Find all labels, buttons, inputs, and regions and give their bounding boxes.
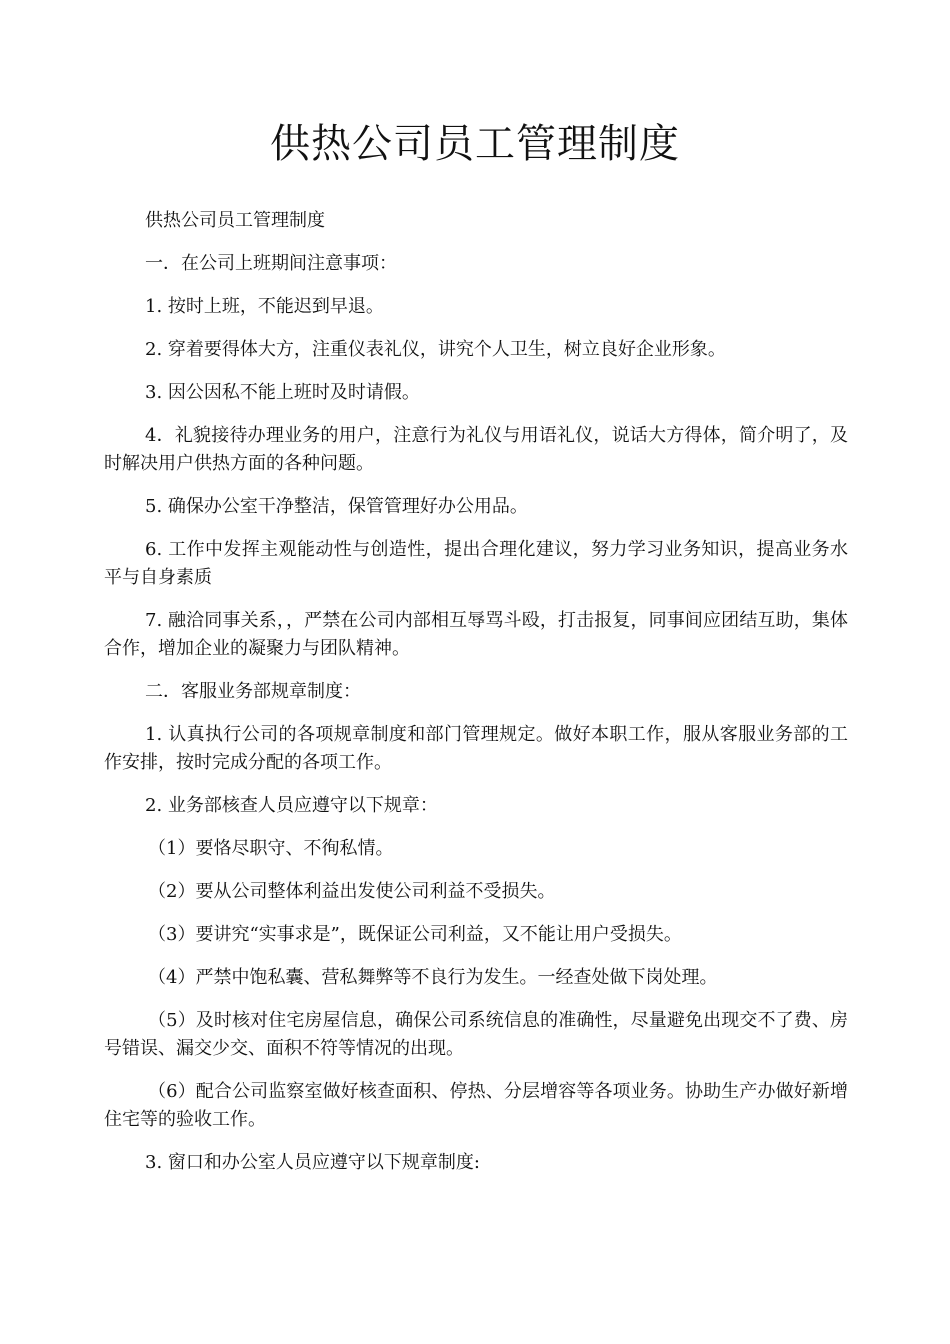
paragraph-item-1-4: 4．礼貌接待办理业务的用户，注意行为礼仪与用语礼仪，说话大方得体，简介明了，及时解决用户供热方面的各种问题。 xyxy=(104,425,848,474)
page-title: 供热公司员工管理制度 xyxy=(270,121,680,167)
paragraph-item-1-2: 2. 穿着要得体大方，注重仪表礼仪，讲究个人卫生，树立良好企业形象。 xyxy=(145,339,726,360)
paragraph-subitem-2: （2）要从公司整体利益出发使公司利益不受损失。 xyxy=(148,881,556,902)
paragraph-item-2-2: 2. 业务部核查人员应遵守以下规章： xyxy=(145,795,438,816)
paragraph-item-1-7: 7. 融洽同事关系，，严禁在公司内部相互辱骂斗殴，打击报复，同事间应团结互助，集体合作，增加企业的凝聚力与团队精神。 xyxy=(104,610,848,659)
paragraph-subitem-1: （1）要恪尽职守、不徇私情。 xyxy=(148,838,394,859)
paragraph-section-1-heading: 一．在公司上班期间注意事项： xyxy=(145,253,397,274)
paragraph-subitem-4: （4）严禁中饱私囊、营私舞弊等不良行为发生。一经查处做下岗处理。 xyxy=(148,967,718,988)
paragraph-item-2-1: 1. 认真执行公司的各项规章制度和部门管理规定。做好本职工作，服从客服业务部的工作安排，按时完成分配的各项工作。 xyxy=(104,724,848,773)
paragraph-item-1-5: 5. 确保办公室干净整洁，保管管理好办公用品。 xyxy=(145,496,528,517)
document-body xyxy=(104,207,848,1192)
paragraph-subitem-5: （5）及时核对住宅房屋信息，确保公司系统信息的准确性，尽量避免出现交不了费、房号错误、漏交少交、面积不符等情况的出现。 xyxy=(104,1010,848,1059)
paragraph-doc-heading: 供热公司员工管理制度 xyxy=(145,210,325,231)
paragraph-item-1-3: 3. 因公因私不能上班时及时请假。 xyxy=(145,382,420,403)
paragraph-item-2-3: 3. 窗口和办公室人员应遵守以下规章制度: xyxy=(145,1152,480,1173)
paragraph-item-1-1: 1. 按时上班，不能迟到早退。 xyxy=(145,296,384,317)
paragraph-item-1-6: 6. 工作中发挥主观能动性与创造性，提出合理化建议，努力学习业务知识，提高业务水平与自身素质 xyxy=(104,539,848,588)
paragraph-section-2-heading: 二．客服业务部规章制度： xyxy=(145,681,361,702)
paragraph-subitem-3: （3）要讲究“实事求是”，既保证公司利益，又不能让用户受损失。 xyxy=(148,924,682,945)
paragraph-subitem-6: （6）配合公司监察室做好核查面积、停热、分层增容等各项业务。协助生产办做好新增住宅等的验收工作。 xyxy=(104,1081,848,1130)
